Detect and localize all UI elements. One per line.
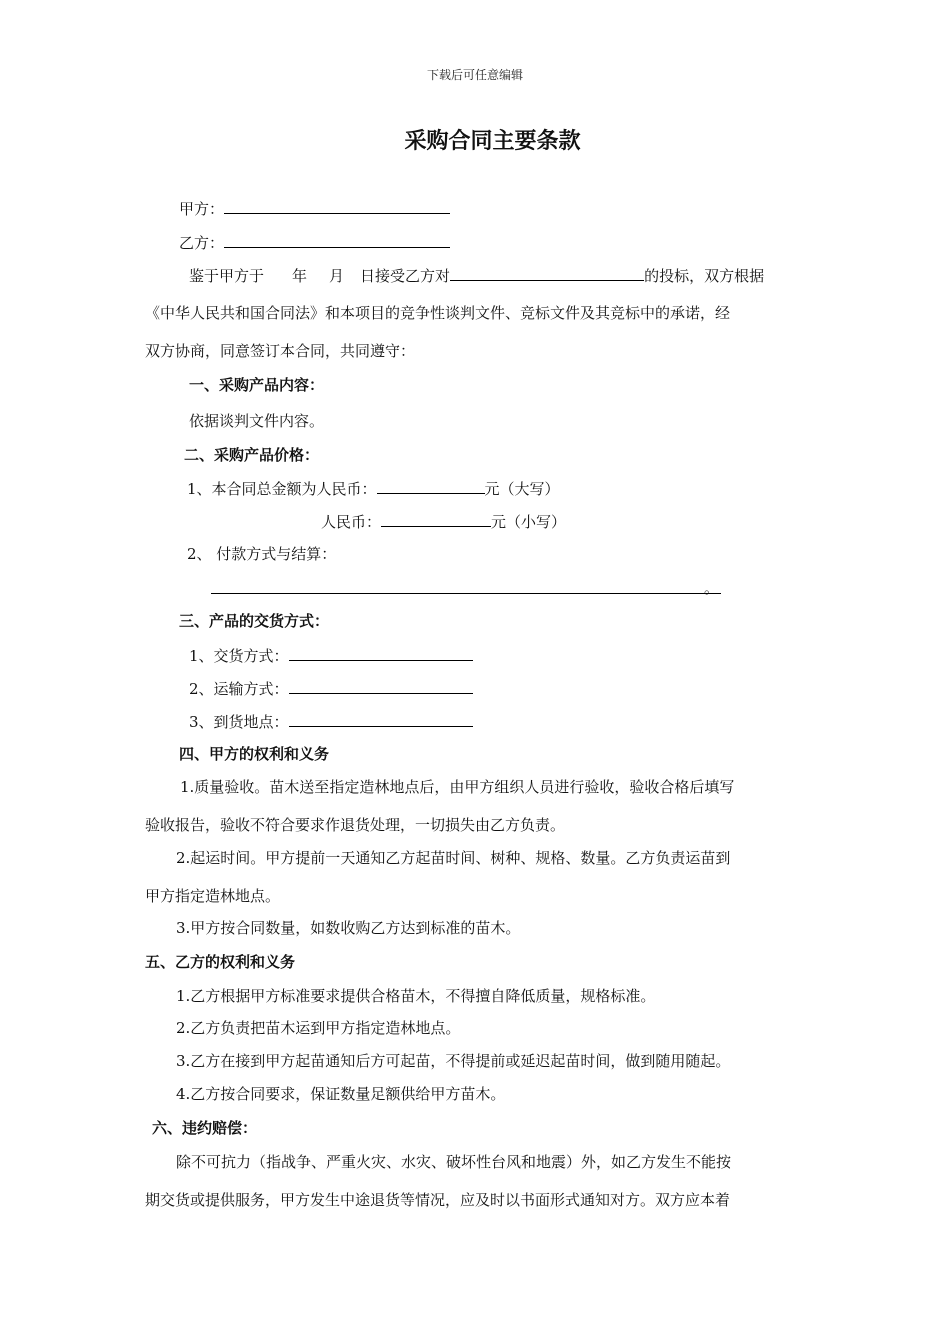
section-5-heading: 五、乙方的权利和义务: [145, 953, 296, 971]
intro-text: 鉴于甲方于: [189, 267, 265, 285]
rmb-line: [321, 511, 566, 532]
party-a-label: 甲方：: [179, 200, 225, 218]
total-amount-label: 1、本合同总金额为人民币：: [187, 480, 377, 498]
document-title: 采购合同主要条款: [404, 128, 581, 154]
amount-figures-blank[interactable]: [381, 511, 491, 527]
section-4-heading: 四、甲方的权利和义务: [179, 745, 330, 763]
intro-line-2: 《中华人民共和国合同法》和本项目的竞争性谈判文件、竞标文件及其竞标中的承诺，经: [145, 304, 731, 322]
party-a-blank[interactable]: [224, 198, 450, 214]
intro-line-1: [189, 265, 764, 286]
intro-line-3: 双方协商，同意签订本合同，共同遵守：: [145, 342, 416, 360]
party-b-blank[interactable]: [224, 232, 450, 248]
payment-end-mark: 。: [704, 579, 720, 597]
party-a-duty-2-line-1: 2.起运时间。甲方提前一天通知乙方起苗时间、树种、规格、数量。乙方负责运苗到: [176, 849, 731, 867]
party-a-duty-1-line-2: 验收报告，验收不符合要求作退货处理，一切损失由乙方负责。: [145, 816, 566, 834]
transport-method-label: 2、运输方式：: [189, 680, 289, 698]
party-b-duty-3: 3.乙方在接到甲方起苗通知后方可起苗，不得提前或延迟起苗时间，做到随用随起。: [176, 1052, 731, 1070]
arrival-location-label: 3、到货地点：: [189, 713, 289, 731]
intro-month: 月: [329, 267, 345, 285]
payment-blank[interactable]: [211, 593, 721, 594]
party-b-duty-2: 2.乙方负责把苗木运到甲方指定造林地点。: [176, 1019, 461, 1037]
header-note: 下载后可任意编辑: [426, 68, 523, 82]
transport-method-line: [189, 678, 473, 699]
amount-words-blank[interactable]: [377, 478, 485, 494]
section-1-body: 依据谈判文件内容。: [189, 412, 325, 430]
delivery-method-blank[interactable]: [289, 645, 473, 661]
arrival-location-blank[interactable]: [289, 711, 473, 727]
party-b-duty-4: 4.乙方按合同要求，保证数量足额供给甲方苗木。: [176, 1085, 506, 1103]
delivery-method-label: 1、交货方式：: [189, 647, 289, 665]
party-a-duty-1-line-1: 1.质量验收。苗木送至指定造林地点后，由甲方组织人员进行验收，验收合格后填写: [180, 778, 735, 796]
rmb-label: 人民币：: [321, 513, 382, 531]
intro-text: 的投标，双方根据: [644, 267, 765, 285]
breach-line-2: 期交货或提供服务，甲方发生中途退货等情况，应及时以书面形式通知对方。双方应本着: [145, 1191, 731, 1209]
party-b-line: [179, 232, 450, 253]
payment-label: 2、 付款方式与结算：: [187, 545, 337, 563]
breach-line-1: 除不可抗力（指战争、严重火灾、水灾、破坏性台风和地震）外，如乙方发生不能按: [176, 1153, 732, 1171]
party-a-duty-2-line-2: 甲方指定造林地点。: [145, 887, 281, 905]
party-b-duty-1: 1.乙方根据甲方标准要求提供合格苗木，不得擅自降低质量，规格标准。: [176, 987, 656, 1005]
intro-text: 日接受乙方对: [360, 267, 451, 285]
arrival-location-line: [189, 711, 473, 732]
project-blank[interactable]: [450, 265, 644, 281]
total-amount-line: [187, 478, 560, 499]
section-1-heading: 一、采购产品内容：: [189, 376, 325, 394]
delivery-method-line: [189, 645, 473, 666]
amount-figures-suffix: 元（小写）: [491, 513, 567, 531]
section-2-heading: 二、采购产品价格：: [184, 446, 320, 464]
party-a-duty-3: 3.甲方按合同数量，如数收购乙方达到标准的苗木。: [176, 919, 521, 937]
party-a-line: [179, 198, 450, 219]
section-6-heading: 六、违约赔偿：: [152, 1119, 258, 1137]
section-3-heading: 三、产品的交货方式：: [179, 612, 330, 630]
amount-words-suffix: 元（大写）: [484, 480, 560, 498]
transport-method-blank[interactable]: [289, 678, 473, 694]
party-b-label: 乙方：: [179, 234, 225, 252]
intro-year: 年: [292, 267, 308, 285]
